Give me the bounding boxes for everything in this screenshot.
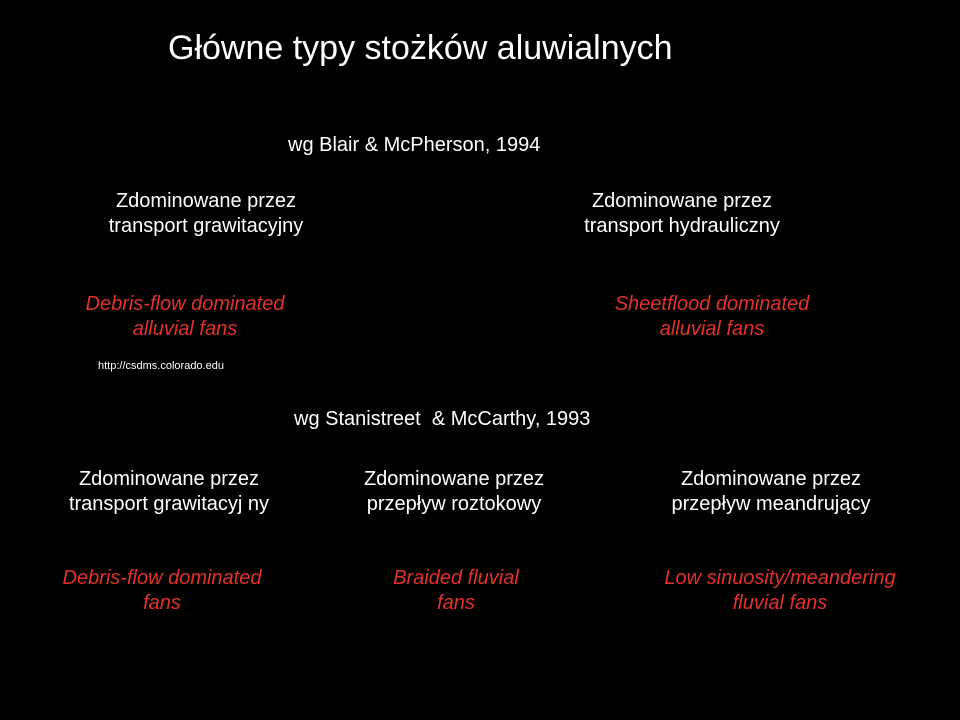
slide-title: Główne typy stożków aluwialnych (168, 29, 673, 67)
category-line: transport hydrauliczny (584, 215, 780, 237)
category-line: przepływ roztokowy (366, 493, 542, 515)
section1-col2-type (592, 292, 832, 342)
type-line: Debris-flow dominated (85, 293, 285, 315)
type-line: fluvial fans (732, 592, 828, 614)
category-line: transport grawitacyjny (108, 215, 304, 237)
section2-col3-type (630, 566, 930, 616)
category-line: przepływ meandrujący (671, 493, 871, 515)
category-line: Zdominowane przez (591, 190, 773, 212)
type-line: alluvial fans (659, 318, 765, 340)
type-line: fans (437, 592, 475, 614)
type-line: Debris-flow dominated (62, 567, 262, 589)
section2-col2-type (356, 566, 556, 616)
category-line: Zdominowane przez (680, 468, 862, 490)
section2-col2-category (334, 467, 574, 517)
section2-col1-category (38, 467, 300, 517)
section2-col3-category (640, 467, 902, 517)
section2-source: wg Stanistreet & McCarthy, 1993 (294, 408, 591, 430)
section1-col2-category (562, 189, 802, 239)
section1-col1-type (60, 292, 310, 342)
category-line: Zdominowane przez (363, 468, 545, 490)
type-line: Low sinuosity/meandering (664, 567, 896, 589)
category-line: Zdominowane przez (78, 468, 260, 490)
category-line: transport grawitacyj ny (68, 493, 270, 515)
type-line: alluvial fans (132, 318, 238, 340)
type-line: Braided fluvial (393, 567, 519, 589)
image-credit: http://csdms.colorado.edu (98, 360, 224, 372)
type-line: fans (143, 592, 181, 614)
category-line: Zdominowane przez (115, 190, 297, 212)
section2-col1-type (36, 566, 288, 616)
section1-source: wg Blair & McPherson, 1994 (288, 134, 541, 156)
type-line: Sheetflood dominated (614, 293, 810, 315)
section1-col1-category (86, 189, 326, 239)
